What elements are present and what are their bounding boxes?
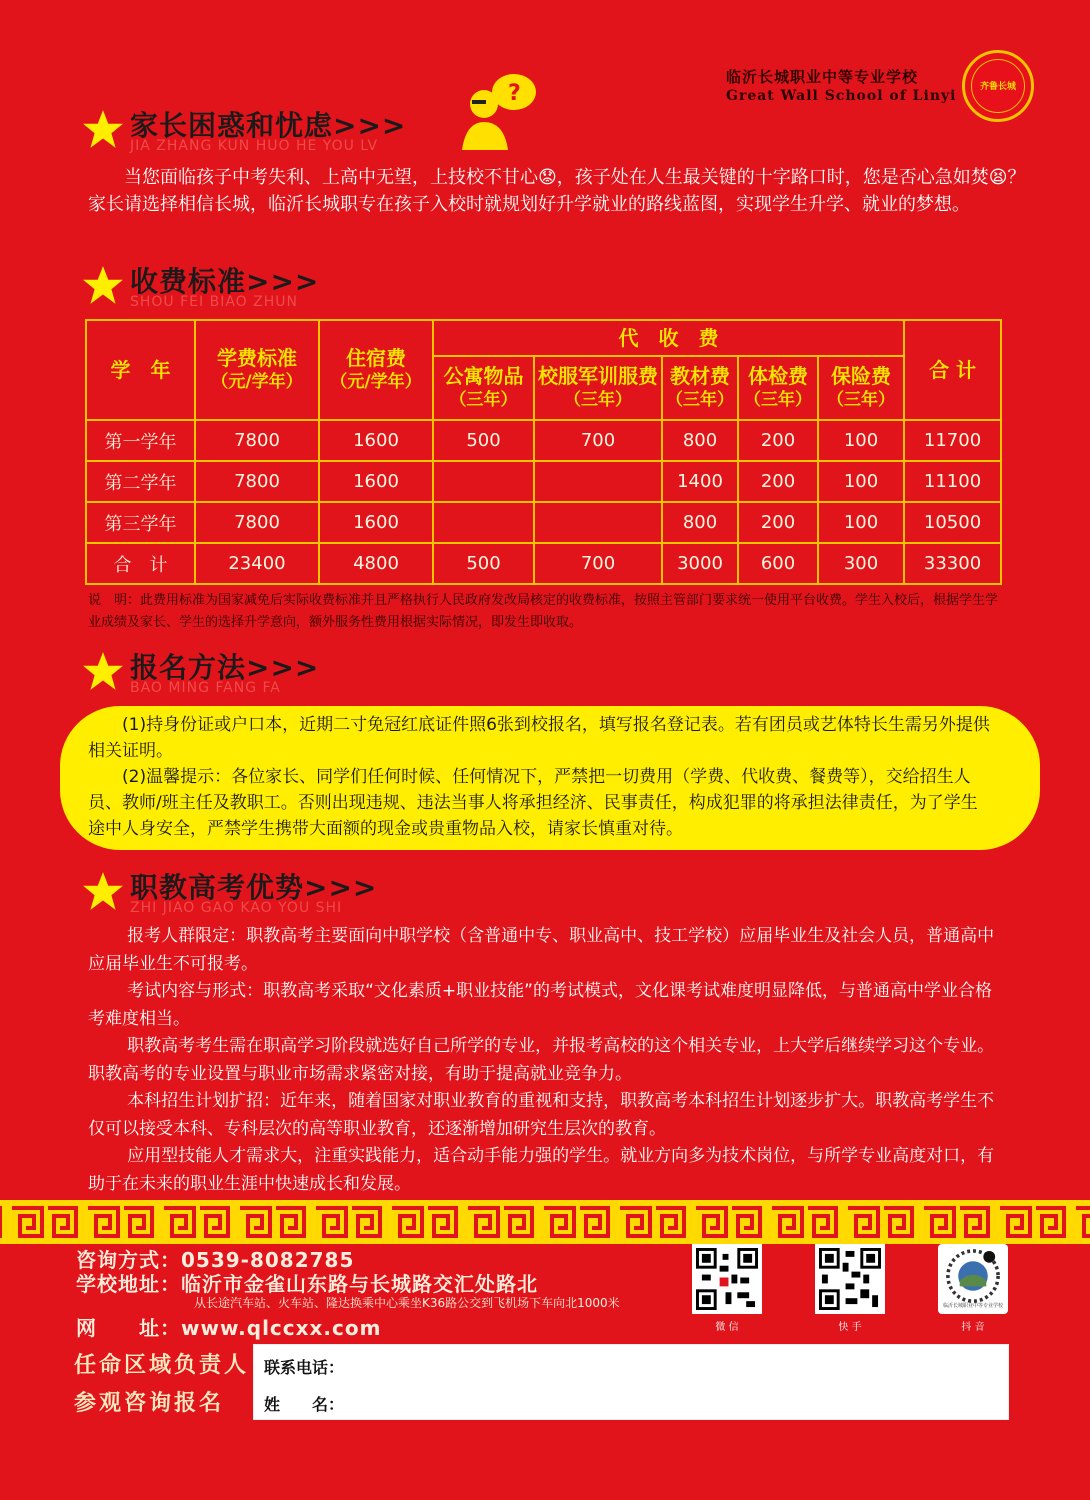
contact-phone-value: 0539-8082785: [181, 1248, 355, 1272]
star-icon: [82, 650, 124, 692]
table-cell: 700: [534, 543, 662, 584]
website-label: 网 址：: [76, 1316, 181, 1340]
visit-consult-label: 参观咨询报名: [74, 1391, 225, 1416]
meander-border-decoration: [0, 1200, 1090, 1244]
table-cell: 200: [738, 420, 818, 461]
section-pinyin: SHOU FEI BIAO ZHUN: [130, 294, 298, 310]
table-cell: 800: [662, 502, 738, 543]
table-cell: 200: [738, 461, 818, 502]
name-field-label: 姓 名：: [264, 1395, 345, 1414]
advantage-paragraph: 本科招生计划扩招：近年来，随着国家对职业教育的重视和支持，职教高考本科招生计划逐步扩大。职教高考学生不仅可以接受本科、专科层次的高等职业教育，还逐渐增加研究生层次的教育。: [88, 1091, 995, 1139]
header-collect: 代 收 费: [433, 320, 904, 356]
website-value: www.qlccxx.com: [181, 1316, 382, 1340]
table-row: [86, 502, 1001, 543]
table-cell: 23400: [195, 543, 319, 584]
douyin-label: 抖 音: [961, 1322, 985, 1333]
header-books: 教材费 （三年）: [662, 356, 738, 420]
contact-address: [76, 1268, 538, 1297]
header-dorm: 住宿费 （元/学年）: [319, 320, 433, 420]
enroll-step-2: (2)温馨提示：各位家长、同学们任何时候、任何情况下，严禁把一切费用（学费、代收费、餐费等），交给招生人员、教师/班主任及教职工。否则出现违规、违法当事人将承担经济、民事责任，构成犯罪的将承担法律责任，为了学生途中人身安全，严禁学生携带大面额的现金或贵重物品入校，请家长慎重对待。: [88, 767, 978, 839]
thinking-person-icon: [452, 70, 542, 150]
school-seal-logo: [962, 50, 1034, 122]
star-icon: [82, 108, 124, 150]
header-exam: 体检费 （三年）: [738, 356, 818, 420]
header-uniform: 校服军训服费 （三年）: [534, 356, 662, 420]
contact-phone-label: 咨询方式：: [76, 1248, 181, 1272]
table-cell: 3000: [662, 543, 738, 584]
table-cell: 1600: [319, 420, 433, 461]
contact-website: [76, 1312, 381, 1341]
table-cell: 200: [738, 502, 818, 543]
table-row: [86, 420, 1001, 461]
section-title: 职教高考优势>>>: [130, 871, 378, 904]
table-cell: 500: [433, 543, 534, 584]
table-cell: [433, 461, 534, 502]
header-year: 学 年: [86, 320, 195, 420]
contact-address-label: 学校地址：: [76, 1272, 181, 1296]
section-pinyin: JIA ZHANG KUN HUO HE YOU LV: [130, 138, 379, 154]
school-name-cn: 临沂长城职业中等专业学校: [726, 68, 919, 86]
table-cell: 100: [818, 502, 904, 543]
table-cell: [433, 502, 534, 543]
douyin-caption: 临沂长城职业中等专业学校: [942, 1303, 1003, 1309]
table-cell: 800: [662, 420, 738, 461]
table-cell: 300: [818, 543, 904, 584]
advantage-paragraph: 考试内容与形式：职教高考采取“文化素质+职业技能”的考试模式，文化课考试难度明显降低，与普通高中学业合格考难度相当。: [88, 981, 992, 1029]
contact-form-box[interactable]: [253, 1344, 1009, 1420]
table-cell: 第一学年: [86, 420, 195, 461]
table-cell: 7800: [195, 420, 319, 461]
wechat-label: 微 信: [715, 1322, 739, 1333]
star-icon: [82, 870, 124, 912]
table-cell: 11700: [904, 420, 1001, 461]
table-cell: 33300: [904, 543, 1001, 584]
section-title: 报名方法>>>: [130, 651, 320, 684]
fee-table: [85, 319, 1002, 585]
table-cell: 1600: [319, 502, 433, 543]
wechat-qr-code[interactable]: [692, 1244, 762, 1314]
intro-paragraph: 当您面临孩子中考失利、上高中无望，上技校不甘心😟，孩子处在人生最关键的十字路口时，您是否心急如焚😫？家长请选择相信长城，临沂长城职专在孩子入校时就规划好升学就业的路线蓝图，实现学生升学、就业的梦想。: [88, 167, 1026, 215]
fee-note: 说 明：此费用标准为国家减免后实际收费标准并且严格执行人民政府发改局核定的收费标准，按照主管部门要求统一使用平台收费。学生入校后，根据学生学业成绩及家长、学生的选择升学意向，额外服务性费用根据实际情况，即发生即收取。: [88, 593, 999, 630]
phone-field-label: 联系电话：: [264, 1358, 345, 1377]
header-total: 合 计: [904, 320, 1001, 420]
table-cell: 4800: [319, 543, 433, 584]
table-cell: 7800: [195, 461, 319, 502]
table-row: [86, 461, 1001, 502]
table-cell: 500: [433, 420, 534, 461]
table-cell: 10500: [904, 502, 1001, 543]
table-cell: 100: [818, 461, 904, 502]
section-pinyin: ZHI JIAO GAO KAO YOU SHI: [130, 900, 343, 916]
regional-manager-label: 任命区域负责人: [74, 1353, 250, 1378]
advantage-paragraph: 应用型技能人才需求大，注重实践能力，适合动手能力强的学生。就业方向多为技术岗位，与所学专业高度对口，有助于在未来的职业生涯中快速成长和发展。: [88, 1146, 995, 1194]
header-tuition: 学费标准 （元/学年）: [195, 320, 319, 420]
advantage-paragraph: 职教高考考生需在职高学习阶段就选好自己所学的专业，并报考高校的这个相关专业，上大学后继续学习这个专业。职教高考的专业设置与职业市场需求紧密对接，有助于提高就业竞争力。: [88, 1036, 995, 1084]
table-cell: [534, 461, 662, 502]
header-insurance: 保险费 （三年）: [818, 356, 904, 420]
star-icon: [82, 264, 124, 306]
header-apartment: 公寓物品 （三年）: [433, 356, 534, 420]
kuaishou-qr-code[interactable]: [815, 1244, 885, 1314]
table-row: [86, 543, 1001, 584]
route-directions: 从长途汽车站、火车站、隆达换乘中心乘坐K36路公交到飞机场下车向北1000米: [194, 1296, 620, 1310]
section-title: 收费标准>>>: [130, 265, 320, 298]
seal-text: 齐鲁长城: [971, 59, 1025, 113]
qr-code-icon: [942, 1248, 1004, 1310]
contact-address-value: 临沂市金雀山东路与长城路交汇处路北: [181, 1272, 538, 1296]
advantage-paragraph: 报考人群限定：职教高考主要面向中职学校（含普通中专、职业高中、技工学校）应届毕业生及社会人员，普通高中应届毕业生不可报考。: [88, 926, 995, 974]
table-cell: 100: [818, 420, 904, 461]
section-pinyin: BAO MING FANG FA: [130, 680, 281, 696]
qr-code-icon: [696, 1248, 758, 1310]
table-cell: 1600: [319, 461, 433, 502]
table-cell: 1400: [662, 461, 738, 502]
table-cell: 7800: [195, 502, 319, 543]
table-cell: 第三学年: [86, 502, 195, 543]
table-cell: 第二学年: [86, 461, 195, 502]
school-name-en: Great Wall School of Linyi: [726, 88, 957, 104]
table-cell: 600: [738, 543, 818, 584]
qr-code-icon: [819, 1248, 881, 1310]
section-title: 家长困惑和忧虑>>>: [130, 109, 407, 142]
enroll-box: [60, 706, 1040, 850]
enroll-step-1: (1)持身份证或户口本，近期二寸免冠红底证件照6张到校报名，填写报名登记表。若有团员或艺体特长生需另外提供相关证明。: [88, 715, 990, 761]
table-cell: [534, 502, 662, 543]
table-cell: 11100: [904, 461, 1001, 502]
table-cell: 合 计: [86, 543, 195, 584]
table-cell: 700: [534, 420, 662, 461]
svg-text:?: ?: [508, 81, 521, 106]
kuaishou-label: 快 手: [838, 1322, 862, 1333]
